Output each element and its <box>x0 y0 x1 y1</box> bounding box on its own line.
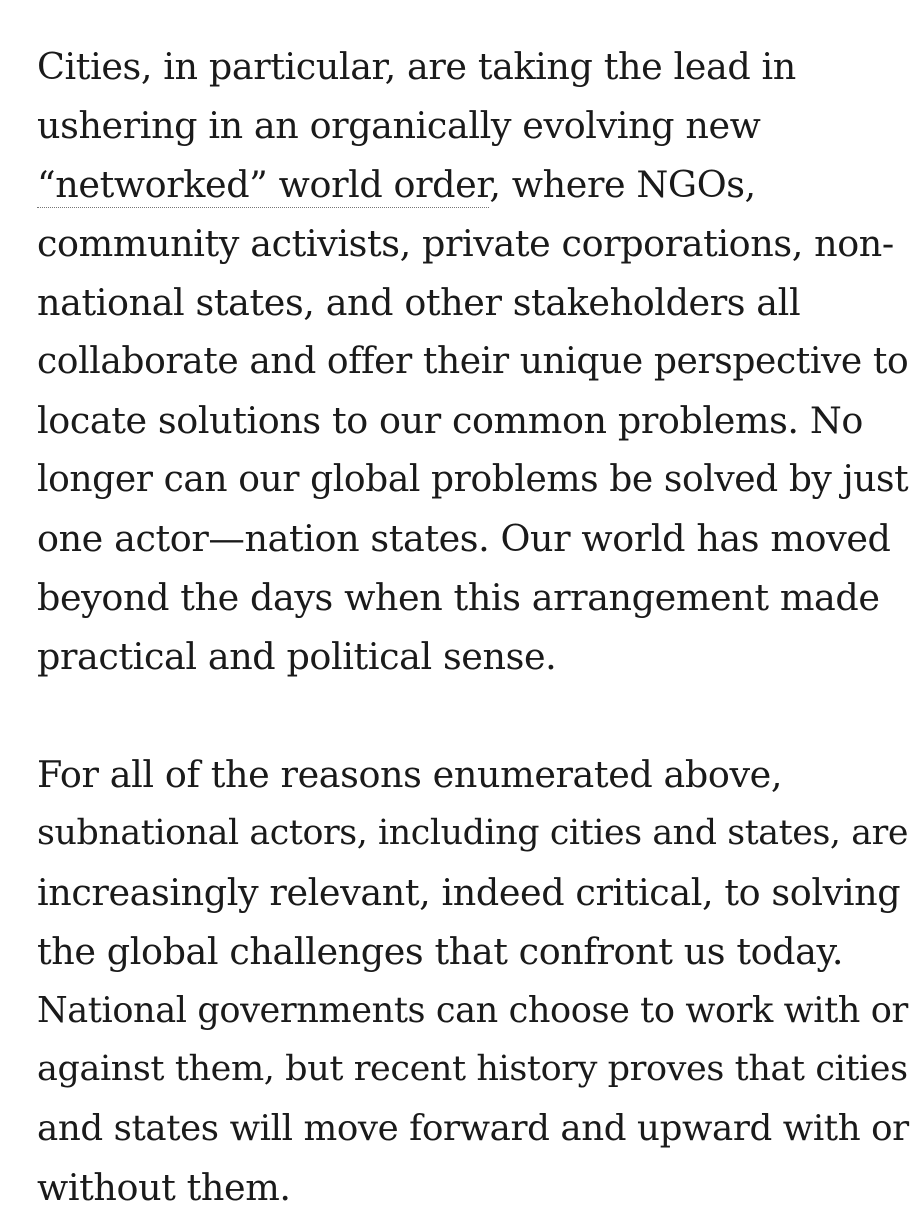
article-body <box>37 37 909 1217</box>
text-line: the global challenges that confront us today. <box>37 930 844 973</box>
paragraph-2 <box>37 745 909 1217</box>
text-line: without them. <box>37 1166 291 1209</box>
text-line: against them, but recent history proves that cities <box>37 1049 908 1089</box>
text-line: increasingly relevant, indeed critical, to solving <box>37 871 901 914</box>
text-line: subnational actors, including cities and states, are <box>37 813 909 853</box>
text-line: ushering in an organically evolving new <box>37 104 761 147</box>
text-line: Cities, in particular, are taking the lead in <box>37 45 796 88</box>
networked-world-order-link[interactable]: “networked” world order <box>37 163 490 206</box>
text-line: beyond the days when this arrangement made <box>37 576 880 619</box>
text-line: national states, and other stakeholders all <box>37 281 801 324</box>
text-line: community activists, private corporations, non- <box>37 222 894 265</box>
text-line: For all of the reasons enumerated above, <box>37 753 783 796</box>
text-fragment: , where NGOs, <box>489 163 756 206</box>
text-line: collaborate and offer their unique perspective to <box>37 341 909 382</box>
text-line: National governments can choose to work with or <box>37 990 908 1031</box>
text-line: practical and political sense. <box>37 635 557 678</box>
text-line: and states will move forward and upward with or <box>37 1108 909 1149</box>
paragraph-1 <box>37 37 909 686</box>
text-line: longer can our global problems be solved by just <box>37 459 909 500</box>
text-line: one actor—nation states. Our world has moved <box>37 517 891 560</box>
text-line <box>37 155 909 214</box>
text-line: locate solutions to our common problems. No <box>37 399 863 442</box>
